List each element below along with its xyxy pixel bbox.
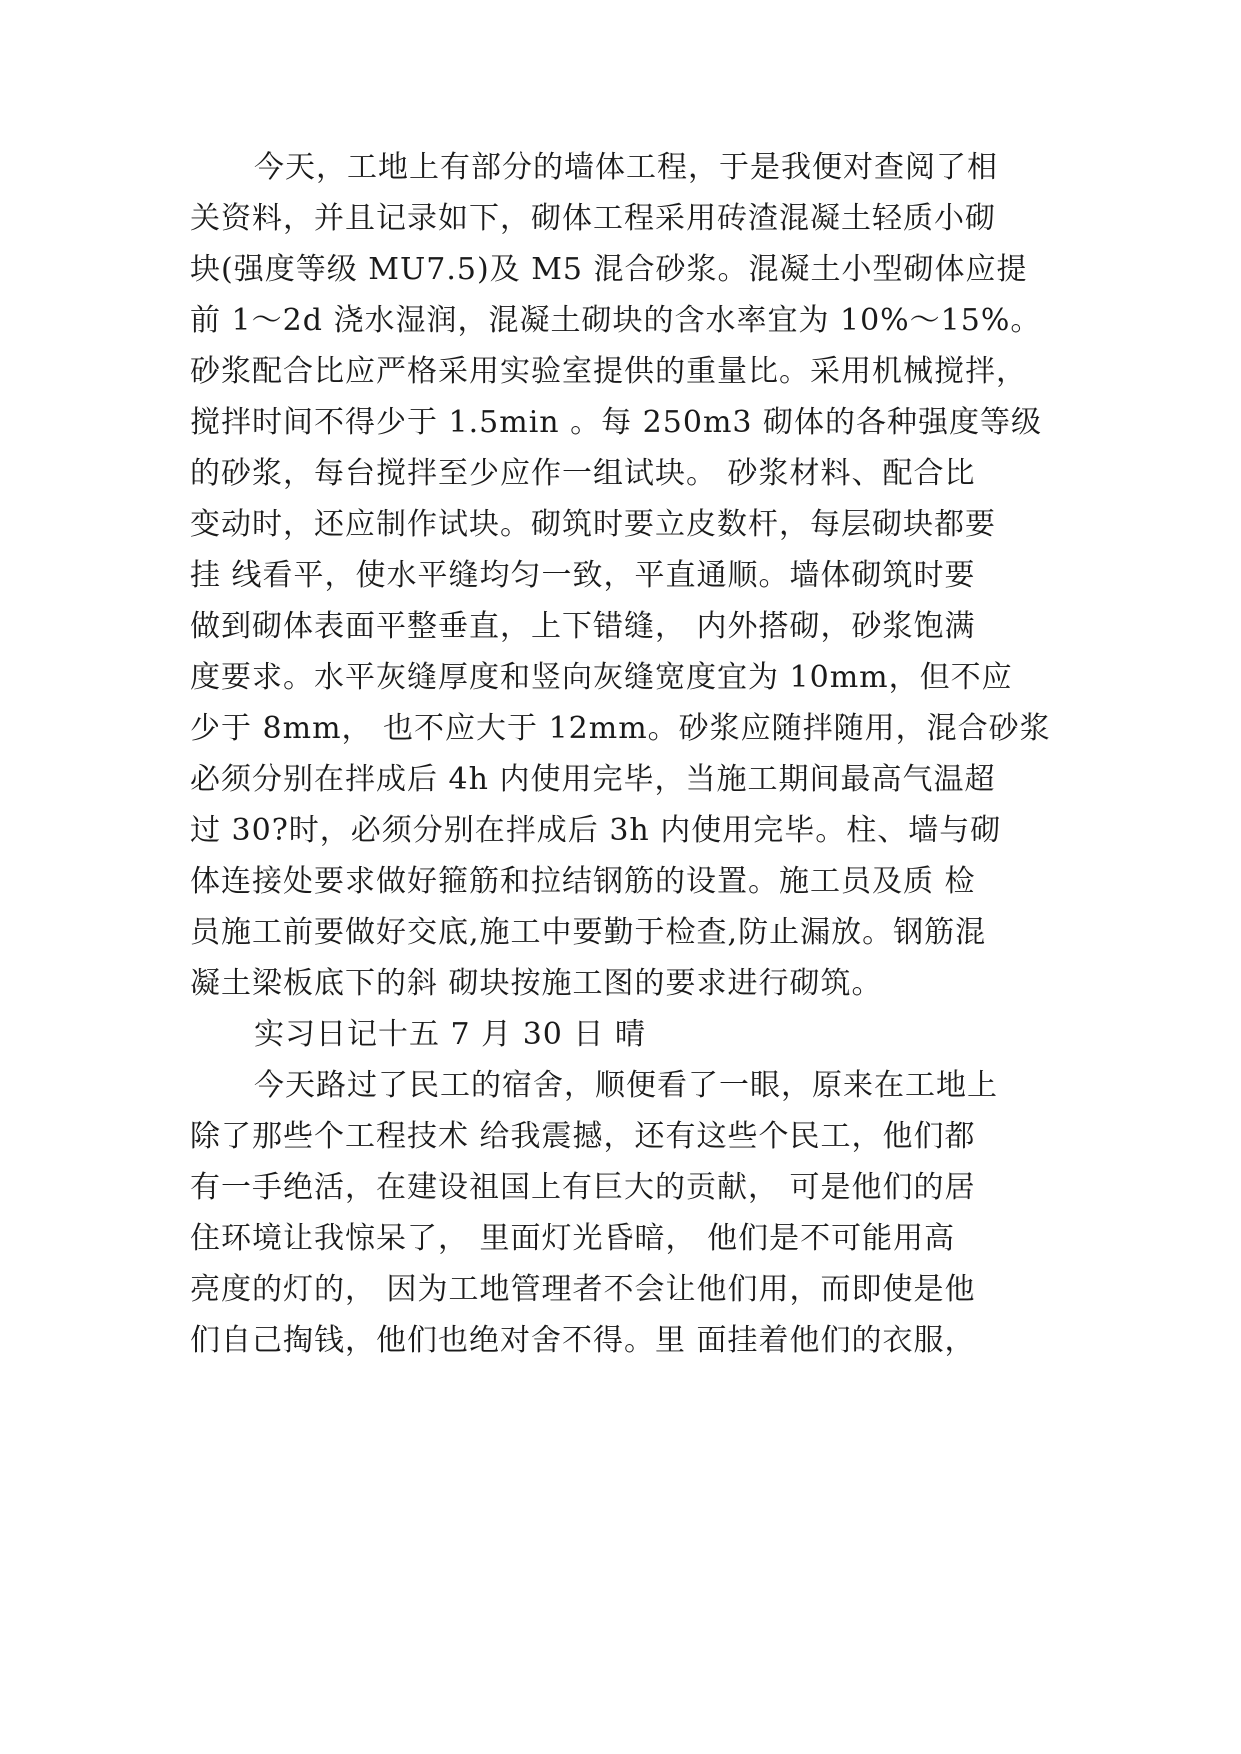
paragraph-1-line-13: 必须分别在拌成后 4h 内使用完毕，当施工期间最高气温超 <box>190 762 996 797</box>
paragraph-1-line-12: 少于 8mm， 也不应大于 12mm。砂浆应随拌随用，混合砂浆 <box>190 711 1051 746</box>
paragraph-2-line-5: 亮度的灯的， 因为工地管理者不会让他们用，而即使是他 <box>190 1272 976 1307</box>
paragraph-2-line-1: 今天路过了民工的宿舍，顺便看了一眼，原来在工地上 <box>254 1068 998 1103</box>
paragraph-1-line-3: 块(强度等级 MU7.5)及 M5 混合砂浆。混凝土小型砌体应提 <box>190 252 1028 287</box>
paragraph-1-line-9: 挂 线看平，使水平缝均匀一致，平直通顺。墙体砌筑时要 <box>190 558 976 593</box>
paragraph-1-line-1: 今天，工地上有部分的墙体工程，于是我便对查阅了相 <box>254 150 998 185</box>
paragraph-2-line-3: 有一手绝活，在建设祖国上有巨大的贡献， 可是他们的居 <box>190 1170 976 1205</box>
paragraph-1-line-11: 度要求。水平灰缝厚度和竖向灰缝宽度宜为 10mm，但不应 <box>190 660 1013 695</box>
paragraph-2-line-2: 除了那些个工程技术 给我震撼，还有这些个民工，他们都 <box>190 1119 976 1154</box>
paragraph-1-line-4: 前 1～2d 浇水湿润，混凝土砌块的含水率宜为 10%～15%。 <box>190 303 1042 338</box>
paragraph-1-line-17: 凝土梁板底下的斜 砌块按施工图的要求进行砌筑。 <box>190 966 883 1001</box>
paragraph-2-line-4: 住环境让我惊呆了， 里面灯光昏暗， 他们是不可能用高 <box>190 1221 956 1256</box>
paragraph-1-line-14: 过 30?时，必须分别在拌成后 3h 内使用完毕。柱、墙与砌 <box>190 813 1002 848</box>
paragraph-1-line-8: 变动时，还应制作试块。砌筑时要立皮数杆，每层砌块都要 <box>190 507 996 542</box>
paragraph-1-line-15: 体连接处要求做好箍筋和拉结钢筋的设置。施工员及质 检 <box>190 864 976 899</box>
paragraph-2-line-6: 们自己掏钱，他们也绝对舍不得。里 面挂着他们的衣服， <box>190 1323 976 1358</box>
paragraph-1-line-7: 的砂浆，每台搅拌至少应作一组试块。 砂浆材料、配合比 <box>190 456 976 491</box>
paragraph-1-line-10: 做到砌体表面平整垂直，上下错缝， 内外搭砌，砂浆饱满 <box>190 609 976 644</box>
paragraph-1-line-5: 砂浆配合比应严格采用实验室提供的重量比。采用机械搅拌， <box>190 354 1027 389</box>
diary-heading: 实习日记十五 7 月 30 日 晴 <box>254 1017 646 1052</box>
paragraph-1-line-16: 员施工前要做好交底,施工中要勤于检查,防止漏放。钢筋混 <box>190 915 987 950</box>
paragraph-1-line-6: 搅拌时间不得少于 1.5min 。每 250m3 砌体的各种强度等级 <box>190 405 1043 440</box>
paragraph-1-line-2: 关资料，并且记录如下，砌体工程采用砖渣混凝土轻质小砌 <box>190 201 996 236</box>
